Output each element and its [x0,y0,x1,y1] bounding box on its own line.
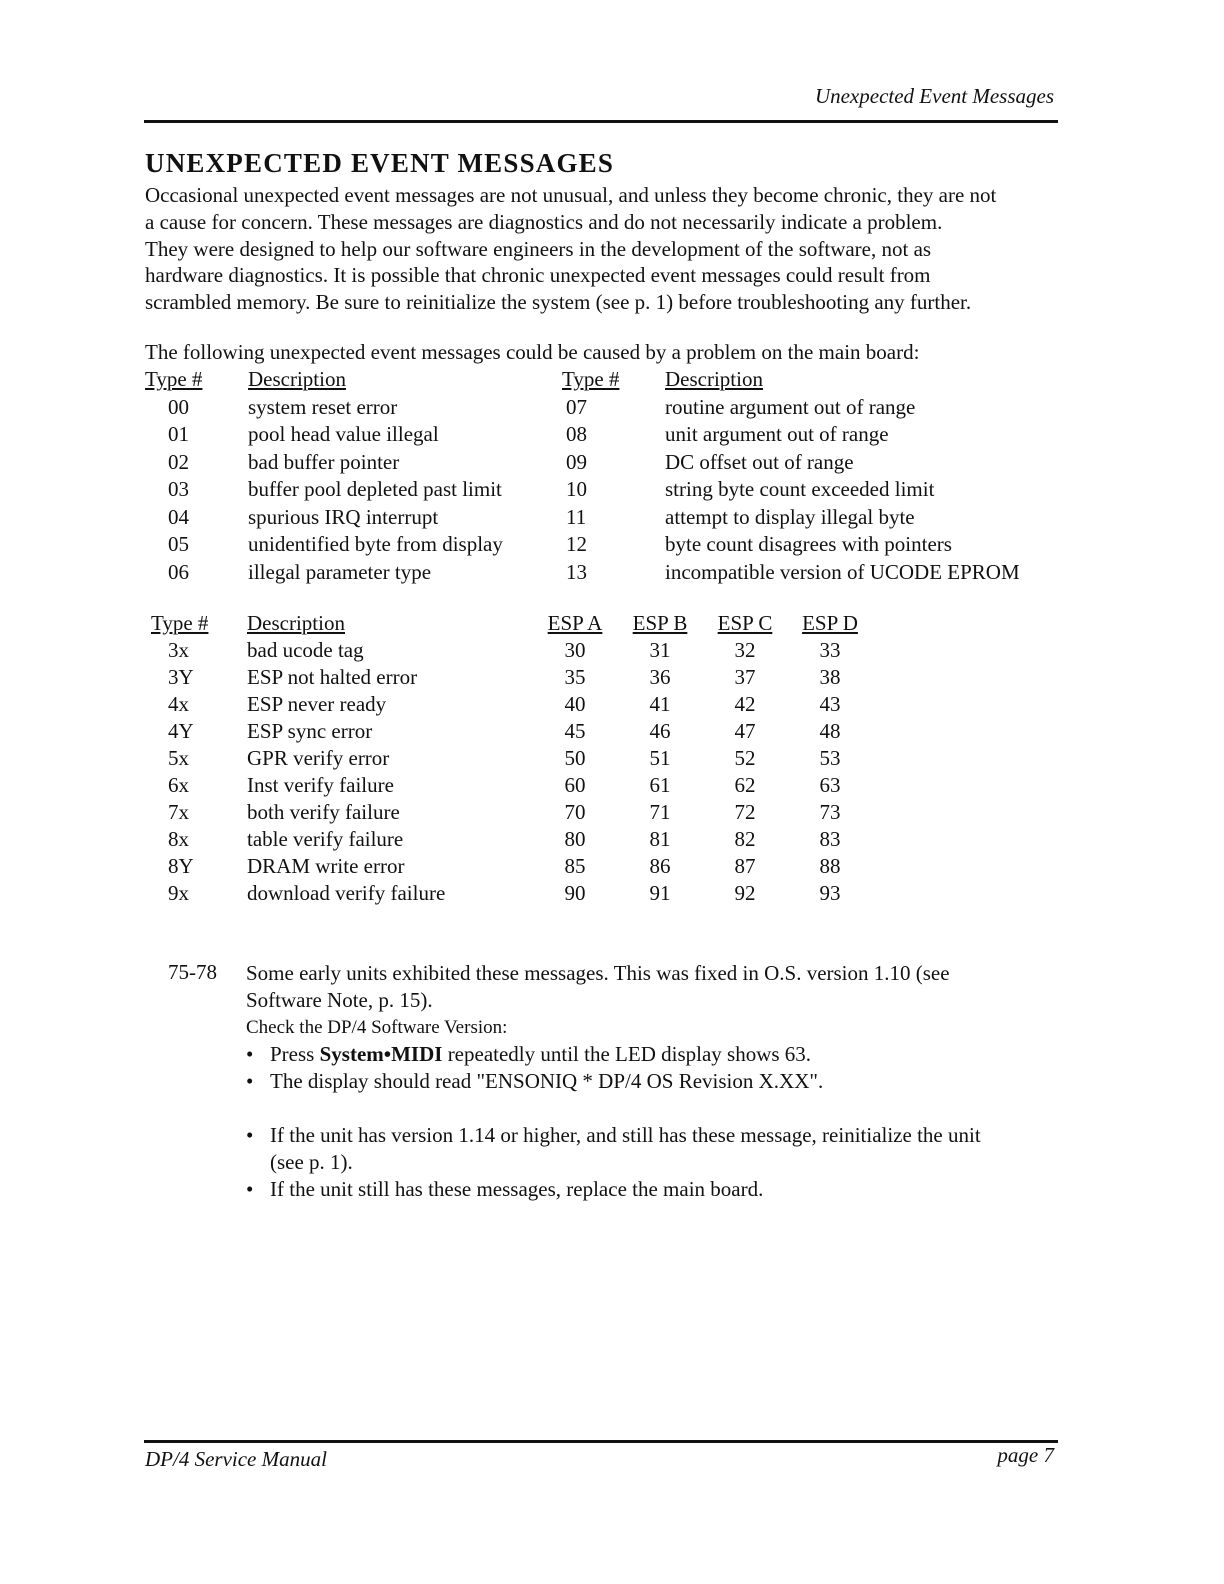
col-header-description: Description [247,611,345,635]
table-row-desc: buffer pool depleted past limit [248,477,502,501]
table-cell-esp-b: 81 [649,827,671,851]
intro-paragraph [145,182,1065,316]
table-cell-esp-b: 91 [649,881,671,905]
table-row-type: 13 [566,559,587,584]
table-row-type: 8x [168,827,189,851]
table-cell-esp-c: 72 [734,800,756,824]
running-header: Unexpected Event Messages [814,84,1054,108]
table-cell-esp-d: 38 [819,665,841,689]
table-row-desc: ESP not halted error [247,665,418,689]
table-cell-esp-c: 47 [734,719,756,743]
col-header-type-right: Type # [562,367,620,391]
esp-table [0,611,1224,911]
table-row-type: 09 [566,449,587,474]
table-cell-esp-c: 62 [734,773,756,797]
bullet-text: If the unit still has these messages, replace the main board. [270,1177,764,1201]
table-cell-esp-d: 83 [819,827,841,851]
table-cell-esp-a: 30 [564,638,586,662]
bullet-dot: • [246,1123,254,1147]
header-rule [144,120,1058,123]
note-code: 75-78 [168,960,217,984]
table-cell-esp-b: 46 [649,719,671,743]
table-cell-esp-d: 33 [819,638,841,662]
intro-line: Occasional unexpected event messages are not unusual, and unless they become chronic, they are not [145,183,997,207]
col-header-esp-b: ESP B [632,611,688,635]
table-cell-esp-d: 43 [819,692,841,716]
table-row-desc: routine argument out of range [665,394,916,419]
table-cell-esp-d: 48 [819,719,841,743]
bullet-dot: • [246,1042,254,1066]
table-row-desc: bad buffer pointer [248,449,400,474]
table-cell-esp-c: 52 [734,746,756,770]
table-row-desc: incompatible version of UCODE EPROM [665,559,1020,584]
table-row-type: 07 [566,394,587,419]
table-row-desc: DRAM write error [247,854,405,878]
table-cell-esp-a: 60 [564,773,586,797]
col-header-esp-d: ESP D [802,611,858,635]
table-row-type: 06 [168,559,189,584]
table-cell-esp-b: 86 [649,854,671,878]
bullet-text: repeatedly until the LED display shows 63. [442,1042,812,1066]
page-title: UNEXPECTED EVENT MESSAGES [145,148,615,178]
table-cell-esp-a: 70 [564,800,586,824]
table-row-desc: DC offset out of range [665,449,854,474]
bullet-text: (see p. 1). [270,1150,353,1174]
table-row-desc: illegal parameter type [248,559,432,584]
table-row-type: 00 [168,394,189,419]
note-line: Software Note, p. 15). [246,988,433,1012]
table-cell-esp-c: 92 [734,881,756,905]
table-cell-esp-b: 36 [649,665,671,689]
table-row-type: 4Y [168,719,194,743]
table-cell-esp-a: 50 [564,746,586,770]
system-midi-button-label: System•MIDI [319,1042,443,1066]
table-cell-esp-b: 31 [649,638,671,662]
table-cell-esp-a: 90 [564,881,586,905]
col-header-esp-a: ESP A [547,611,603,635]
table-row-desc: Inst verify failure [247,773,394,797]
table-row-desc: ESP never ready [247,692,387,716]
table-row-desc: bad ucode tag [247,638,364,662]
table-row-desc: system reset error [248,394,398,419]
table-cell-esp-a: 45 [564,719,586,743]
table-row-type: 08 [566,422,587,446]
table-cell-esp-b: 51 [649,746,671,770]
bullet-item [246,1176,1046,1203]
note-body [246,960,1046,1203]
table-cell-esp-d: 93 [819,881,841,905]
table-cell-esp-c: 87 [734,854,756,878]
col-header-description-right: Description [665,367,763,391]
col-header-type-left: Type # [145,367,203,391]
table-row-desc: pool head value illegal [248,422,439,446]
table-row-type: 9x [168,881,189,905]
table-row-type: 7x [168,800,189,824]
table-row-desc: unidentified byte from display [248,532,503,556]
spacer [246,1095,1046,1122]
table-row-type: 04 [168,504,189,529]
table-cell-esp-a: 35 [564,665,586,689]
bullet-item [246,1122,1046,1176]
table-row-type: 05 [168,532,189,556]
table-row-desc: spurious IRQ interrupt [248,504,439,529]
table-row-type: 5x [168,746,189,770]
bullet-dot: • [246,1177,254,1201]
table-cell-esp-c: 42 [734,692,756,716]
main-board-table [0,367,1224,597]
table-row-desc: ESP sync error [247,719,373,743]
table-cell-esp-c: 37 [734,665,756,689]
table-cell-esp-b: 71 [649,800,671,824]
table-cell-esp-c: 32 [734,638,756,662]
table-cell-esp-d: 53 [819,746,841,770]
bullet-text: The display should read "ENSONIQ * DP/4 OS Revision X.XX". [270,1069,824,1093]
check-version-label: Check the DP/4 Software Version: [246,1017,508,1038]
table-row-type: 02 [168,449,189,474]
table-cell-esp-c: 82 [734,827,756,851]
bullet-dot: • [246,1069,254,1093]
bullet-text: If the unit has version 1.14 or higher, and still has these message, reinitialize the unit [270,1123,981,1147]
table-row-type: 3x [168,638,189,662]
table-row-type: 4x [168,692,189,716]
table-cell-esp-b: 41 [649,692,671,716]
manual-title: DP/4 Service Manual [145,1447,327,1471]
table-row-desc: GPR verify error [247,746,390,770]
table-row-type: 8Y [168,854,194,878]
main-board-lead: The following unexpected event messages could be caused by a problem on the main board: [145,340,920,364]
intro-line: scrambled memory. Be sure to reinitialize the system (see p. 1) before troubleshooting any further. [145,290,972,315]
intro-line: hardware diagnostics. It is possible that chronic unexpected event messages could result from [145,263,931,288]
table-row-type: 6x [168,773,189,797]
col-header-esp-c: ESP C [717,611,773,635]
table-row-type: 3Y [168,665,194,689]
table-row-desc: string byte count exceeded limit [665,477,935,501]
note-line: Some early units exhibited these messages. This was fixed in O.S. version 1.10 (see [246,961,950,985]
table-cell-esp-d: 73 [819,800,841,824]
table-cell-esp-d: 63 [819,773,841,797]
table-row-type: 12 [566,532,587,556]
table-row-type: 03 [168,477,189,501]
table-row-desc: attempt to display illegal byte [665,504,915,529]
table-row-desc: table verify failure [247,827,404,851]
col-header-type: Type # [151,611,209,635]
intro-line: They were designed to help our software engineers in the development of the software, not as [145,236,932,261]
intro-line: a cause for concern. These messages are diagnostics and do not necessarily indicate a problem. [145,209,943,234]
table-row-desc: both verify failure [247,800,400,824]
table-cell-esp-b: 61 [649,773,671,797]
table-cell-esp-a: 40 [564,692,586,716]
table-cell-esp-d: 88 [819,854,841,878]
table-row-desc: byte count disagrees with pointers [665,532,952,556]
col-header-description-left: Description [248,367,346,391]
page-number: page 7 [997,1443,1054,1467]
bullet-item [246,1068,1046,1095]
table-row-desc: unit argument out of range [665,422,889,446]
table-cell-esp-a: 80 [564,827,586,851]
table-cell-esp-a: 85 [564,854,586,878]
bullet-item [246,1041,1046,1068]
table-row-type: 10 [566,477,587,501]
bullet-text: Press [270,1042,320,1066]
table-row-type: 11 [566,504,587,529]
table-row-desc: download verify failure [247,881,446,905]
table-row-type: 01 [168,422,189,446]
